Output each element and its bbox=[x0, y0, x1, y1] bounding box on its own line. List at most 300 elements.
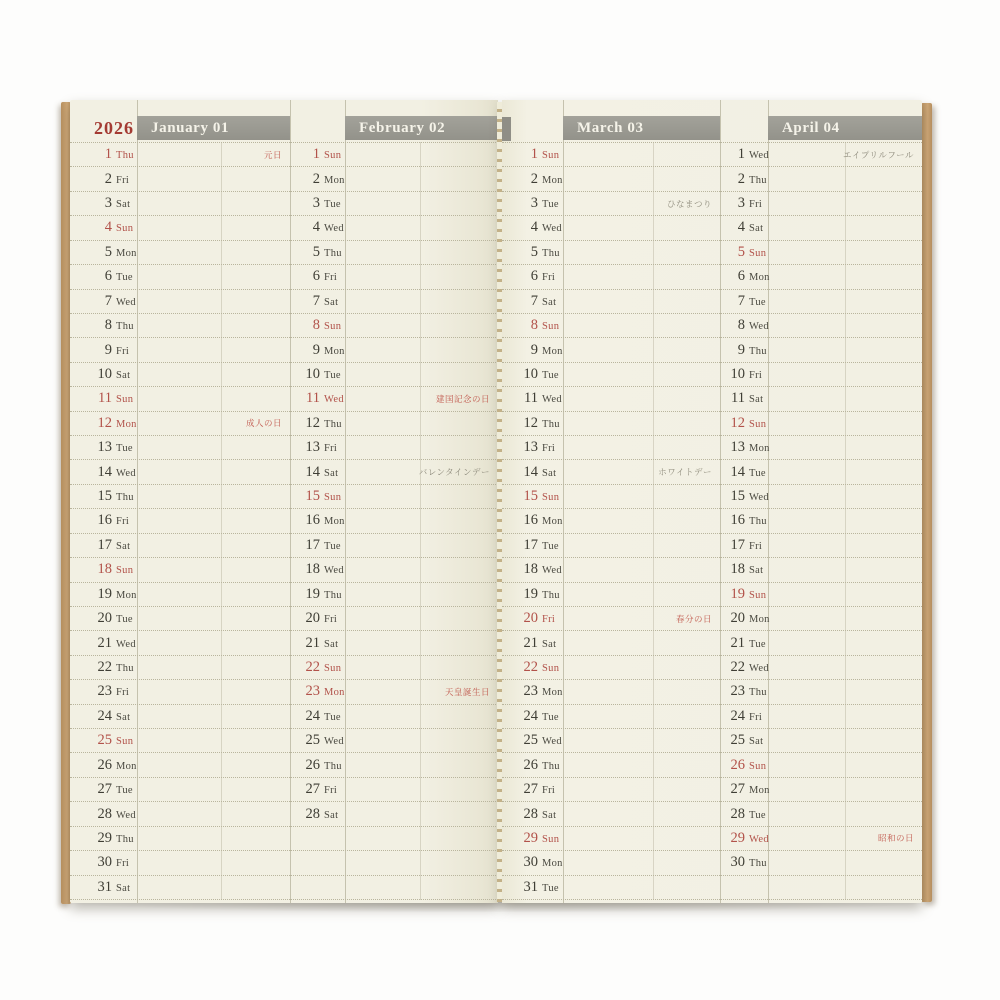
weekday-label: Fri bbox=[749, 369, 763, 381]
month-header-march bbox=[563, 116, 720, 140]
day-row bbox=[290, 412, 498, 436]
day-number: 28 bbox=[305, 805, 320, 822]
day-row bbox=[290, 436, 498, 460]
day-row bbox=[502, 827, 720, 851]
weekday-label: Sun bbox=[749, 418, 767, 430]
day-number: 4 bbox=[530, 219, 538, 236]
day-row bbox=[720, 729, 922, 753]
weekday-label: Mon bbox=[116, 760, 137, 772]
day-row bbox=[720, 387, 922, 411]
day-number: 20 bbox=[97, 610, 112, 627]
day-number: 25 bbox=[97, 732, 112, 749]
weekday-label: Mon bbox=[116, 247, 137, 259]
day-number: 17 bbox=[523, 536, 538, 553]
day-number: 1 bbox=[737, 146, 745, 163]
day-row bbox=[290, 485, 498, 509]
day-row bbox=[70, 167, 290, 191]
day-row bbox=[290, 705, 498, 729]
day-number: 10 bbox=[523, 365, 538, 382]
day-number: 8 bbox=[737, 317, 745, 334]
day-number: 11 bbox=[731, 390, 745, 407]
day-number: 10 bbox=[97, 365, 112, 382]
day-row bbox=[70, 460, 290, 484]
day-row bbox=[720, 583, 922, 607]
day-number: 3 bbox=[312, 195, 320, 212]
day-number: 13 bbox=[523, 439, 538, 456]
day-row bbox=[720, 802, 922, 826]
day-row bbox=[720, 338, 922, 362]
weekday-label: Fri bbox=[542, 785, 556, 797]
day-number: 9 bbox=[312, 341, 320, 358]
day-number: 29 bbox=[97, 829, 112, 846]
day-row bbox=[720, 876, 922, 900]
month-title: February 02 bbox=[359, 119, 446, 136]
day-row bbox=[290, 509, 498, 533]
day-row bbox=[720, 631, 922, 655]
day-row bbox=[502, 338, 720, 362]
weekday-label: Mon bbox=[116, 589, 137, 601]
day-number: 27 bbox=[523, 781, 538, 798]
day-row bbox=[502, 534, 720, 558]
month-header-april bbox=[768, 116, 922, 140]
day-row bbox=[502, 509, 720, 533]
day-number: 20 bbox=[305, 610, 320, 627]
day-number: 20 bbox=[730, 610, 745, 627]
day-rows-april bbox=[720, 142, 922, 900]
day-row bbox=[70, 680, 290, 704]
day-number: 13 bbox=[305, 439, 320, 456]
day-number: 3 bbox=[530, 195, 538, 212]
weekday-label: Sat bbox=[324, 296, 339, 308]
day-number: 3 bbox=[737, 195, 745, 212]
weekday-label: Tue bbox=[116, 443, 133, 455]
weekday-label: Wed bbox=[749, 150, 769, 162]
day-row bbox=[502, 314, 720, 338]
day-number: 28 bbox=[523, 805, 538, 822]
day-number: 16 bbox=[305, 512, 320, 529]
weekday-label: Mon bbox=[324, 174, 345, 186]
day-row bbox=[720, 290, 922, 314]
day-number: 18 bbox=[97, 561, 112, 578]
weekday-label: Wed bbox=[749, 663, 769, 674]
day-row bbox=[720, 363, 922, 387]
weekday-label: Sun bbox=[542, 150, 560, 162]
weekday-label: Sun bbox=[542, 492, 560, 504]
weekday-label: Tue bbox=[542, 882, 559, 894]
month-column-april bbox=[720, 100, 922, 903]
day-row bbox=[290, 143, 498, 167]
day-row bbox=[290, 729, 498, 753]
day-rows-january bbox=[70, 142, 290, 900]
day-number: 2 bbox=[312, 170, 320, 187]
day-number: 22 bbox=[97, 659, 112, 675]
day-row bbox=[502, 143, 720, 167]
day-row bbox=[70, 509, 290, 533]
weekday-label: Thu bbox=[324, 247, 342, 259]
day-number: 27 bbox=[305, 781, 320, 798]
weekday-label: Sat bbox=[324, 809, 339, 821]
day-number: 8 bbox=[530, 317, 538, 334]
day-row bbox=[502, 607, 720, 631]
day-row bbox=[290, 851, 498, 875]
day-row bbox=[502, 876, 720, 900]
day-number: 29 bbox=[730, 829, 745, 846]
day-row bbox=[720, 827, 922, 851]
day-row bbox=[720, 607, 922, 631]
weekday-label: Sat bbox=[116, 199, 131, 211]
day-row bbox=[720, 265, 922, 289]
day-number: 10 bbox=[730, 365, 745, 382]
day-number: 2 bbox=[737, 170, 745, 187]
day-number: 4 bbox=[737, 219, 745, 236]
day-row bbox=[502, 851, 720, 875]
weekday-label: Mon bbox=[749, 272, 770, 284]
day-number: 6 bbox=[104, 268, 112, 285]
month-column-march bbox=[502, 100, 720, 903]
holiday-label: 春分の日 bbox=[675, 613, 712, 624]
weekday-label: Sat bbox=[749, 394, 764, 406]
day-row bbox=[70, 387, 290, 411]
holiday-label: 天皇誕生日 bbox=[444, 686, 490, 697]
day-number: 1 bbox=[104, 146, 112, 163]
weekday-label: Fri bbox=[324, 614, 338, 626]
weekday-label: Tue bbox=[749, 467, 766, 479]
day-number: 17 bbox=[305, 536, 320, 553]
weekday-label: Tue bbox=[749, 638, 766, 650]
day-number: 6 bbox=[312, 268, 320, 285]
weekday-label: Sun bbox=[542, 321, 560, 333]
day-row bbox=[290, 314, 498, 338]
notes-area bbox=[559, 198, 720, 210]
day-number: 20 bbox=[523, 610, 538, 627]
weekday-label: Wed bbox=[116, 467, 136, 479]
weekday-label: Wed bbox=[542, 394, 562, 406]
weekday-label: Sat bbox=[542, 809, 557, 821]
day-number: 28 bbox=[97, 805, 112, 822]
day-number: 30 bbox=[523, 854, 538, 871]
month-title: January 01 bbox=[151, 119, 230, 136]
day-row bbox=[290, 827, 498, 851]
day-row bbox=[502, 680, 720, 704]
day-number: 23 bbox=[730, 683, 745, 700]
weekday-label: Thu bbox=[116, 663, 134, 674]
day-row bbox=[70, 363, 290, 387]
day-row bbox=[290, 167, 498, 191]
day-row bbox=[502, 387, 720, 411]
day-row bbox=[290, 583, 498, 607]
weekday-label: Sun bbox=[542, 663, 560, 674]
weekday-label: Thu bbox=[749, 174, 767, 186]
day-number: 12 bbox=[305, 414, 320, 431]
weekday-label: Mon bbox=[542, 687, 563, 699]
day-number: 4 bbox=[312, 219, 320, 236]
weekday-label: Wed bbox=[542, 565, 562, 577]
day-row bbox=[290, 656, 498, 680]
day-row bbox=[290, 802, 498, 826]
day-row bbox=[502, 485, 720, 509]
weekday-label: Thu bbox=[116, 492, 134, 504]
weekday-label: Wed bbox=[116, 809, 136, 821]
day-row bbox=[290, 265, 498, 289]
day-number: 2 bbox=[104, 170, 112, 187]
day-row bbox=[720, 436, 922, 460]
day-number: 15 bbox=[97, 488, 112, 505]
day-number: 18 bbox=[730, 561, 745, 578]
day-number: 24 bbox=[97, 707, 112, 724]
weekday-label: Thu bbox=[749, 687, 767, 699]
notes-area bbox=[345, 686, 498, 698]
weekday-label: Fri bbox=[749, 540, 763, 552]
day-number: 22 bbox=[523, 659, 538, 675]
day-number: 14 bbox=[523, 463, 538, 480]
weekday-label: Fri bbox=[324, 272, 338, 284]
day-number: 15 bbox=[730, 488, 745, 505]
day-row bbox=[70, 192, 290, 216]
holiday-label: 元日 bbox=[263, 149, 282, 160]
day-row bbox=[502, 167, 720, 191]
weekday-label: Thu bbox=[324, 760, 342, 772]
day-rows-march bbox=[502, 142, 720, 900]
weekday-label: Mon bbox=[324, 687, 345, 699]
weekday-label: Sun bbox=[116, 736, 134, 748]
holiday-label: 成人の日 bbox=[245, 418, 282, 429]
weekday-label: Tue bbox=[749, 296, 766, 308]
day-number: 3 bbox=[104, 195, 112, 212]
day-row bbox=[502, 558, 720, 582]
weekday-label: Thu bbox=[116, 321, 134, 333]
weekday-label: Thu bbox=[749, 858, 767, 870]
weekday-label: Tue bbox=[542, 711, 559, 723]
notes-area bbox=[769, 832, 922, 844]
day-number: 21 bbox=[523, 634, 538, 651]
weekday-label: Wed bbox=[542, 736, 562, 748]
weekday-label: Fri bbox=[324, 785, 338, 797]
day-row bbox=[290, 778, 498, 802]
weekday-label: Tue bbox=[542, 199, 559, 211]
day-row bbox=[290, 216, 498, 240]
weekday-label: Fri bbox=[542, 272, 556, 284]
day-row bbox=[290, 363, 498, 387]
day-row bbox=[70, 534, 290, 558]
day-number: 11 bbox=[98, 390, 112, 407]
day-row bbox=[720, 778, 922, 802]
weekday-label: Sun bbox=[324, 321, 342, 333]
month-header-february bbox=[345, 116, 498, 140]
day-number: 7 bbox=[530, 292, 538, 309]
day-row bbox=[502, 412, 720, 436]
day-row bbox=[290, 607, 498, 631]
year-label: 2026 bbox=[94, 117, 134, 138]
day-row bbox=[70, 314, 290, 338]
day-row bbox=[290, 241, 498, 265]
weekday-label: Fri bbox=[749, 711, 763, 723]
month-column-february bbox=[290, 100, 498, 903]
weekday-label: Sun bbox=[749, 247, 767, 259]
day-row bbox=[70, 338, 290, 362]
notes-area bbox=[769, 149, 922, 161]
day-number: 19 bbox=[523, 585, 538, 602]
weekday-label: Mon bbox=[749, 443, 770, 455]
month-header-january bbox=[137, 116, 290, 140]
day-row bbox=[290, 338, 498, 362]
day-number: 2 bbox=[530, 170, 538, 187]
month-title: April 04 bbox=[782, 119, 840, 136]
day-number: 30 bbox=[730, 854, 745, 871]
day-row bbox=[720, 680, 922, 704]
weekday-label: Sat bbox=[116, 369, 131, 381]
weekday-label: Mon bbox=[542, 345, 563, 357]
day-row bbox=[70, 558, 290, 582]
day-row bbox=[70, 827, 290, 851]
day-row bbox=[720, 851, 922, 875]
weekday-label: Fri bbox=[116, 687, 130, 699]
weekday-label: Thu bbox=[542, 418, 560, 430]
day-number: 6 bbox=[530, 268, 538, 285]
day-row bbox=[502, 705, 720, 729]
weekday-label: Sat bbox=[116, 540, 131, 552]
weekday-label: Tue bbox=[324, 711, 341, 723]
holiday-label: バレンタインデー bbox=[418, 467, 490, 478]
day-number: 17 bbox=[97, 536, 112, 553]
weekday-label: Wed bbox=[116, 638, 136, 650]
day-row bbox=[70, 436, 290, 460]
day-row bbox=[290, 558, 498, 582]
weekday-label: Wed bbox=[749, 321, 769, 333]
weekday-label: Sat bbox=[542, 467, 557, 479]
weekday-label: Tue bbox=[324, 199, 341, 211]
day-number: 26 bbox=[730, 756, 745, 773]
weekday-label: Tue bbox=[324, 369, 341, 381]
day-number: 25 bbox=[523, 732, 538, 749]
day-row bbox=[290, 192, 498, 216]
day-row bbox=[502, 265, 720, 289]
day-number: 11 bbox=[306, 390, 320, 407]
weekday-label: Thu bbox=[542, 589, 560, 601]
day-row bbox=[502, 290, 720, 314]
weekday-label: Wed bbox=[749, 833, 769, 845]
day-number: 22 bbox=[730, 659, 745, 675]
day-number: 13 bbox=[730, 439, 745, 456]
left-page bbox=[70, 100, 498, 903]
day-number: 1 bbox=[530, 146, 538, 163]
day-number: 21 bbox=[305, 634, 320, 651]
day-number: 31 bbox=[97, 878, 112, 895]
day-number: 23 bbox=[305, 683, 320, 700]
weekday-label: Thu bbox=[324, 418, 342, 430]
day-row bbox=[70, 802, 290, 826]
day-row bbox=[70, 265, 290, 289]
weekday-label: Thu bbox=[749, 345, 767, 357]
day-row bbox=[290, 290, 498, 314]
day-number: 12 bbox=[730, 414, 745, 431]
day-number: 28 bbox=[730, 805, 745, 822]
day-number: 29 bbox=[523, 829, 538, 846]
day-number: 19 bbox=[730, 585, 745, 602]
kraft-cover-edge-right bbox=[921, 103, 932, 902]
weekday-label: Thu bbox=[542, 247, 560, 259]
day-row bbox=[720, 241, 922, 265]
weekday-label: Wed bbox=[324, 223, 344, 235]
day-row bbox=[70, 241, 290, 265]
weekday-label: Thu bbox=[116, 833, 134, 845]
day-number: 24 bbox=[523, 707, 538, 724]
day-row bbox=[502, 241, 720, 265]
day-row bbox=[502, 778, 720, 802]
weekday-label: Tue bbox=[542, 540, 559, 552]
day-row bbox=[290, 387, 498, 411]
month-column-january bbox=[70, 100, 290, 903]
day-number: 9 bbox=[530, 341, 538, 358]
day-number: 14 bbox=[305, 463, 320, 480]
weekday-label: Sun bbox=[116, 394, 134, 406]
day-row bbox=[70, 485, 290, 509]
day-row bbox=[720, 314, 922, 338]
day-number: 7 bbox=[104, 292, 112, 309]
day-number: 21 bbox=[730, 634, 745, 651]
day-row bbox=[290, 753, 498, 777]
weekday-label: Mon bbox=[116, 418, 137, 430]
day-number: 9 bbox=[104, 341, 112, 358]
notes-area bbox=[137, 417, 290, 429]
day-row bbox=[70, 607, 290, 631]
day-number: 8 bbox=[312, 317, 320, 334]
day-row bbox=[290, 534, 498, 558]
weekday-label: Sun bbox=[542, 833, 560, 845]
day-row bbox=[70, 583, 290, 607]
right-page bbox=[502, 100, 922, 903]
weekday-label: Sat bbox=[116, 882, 131, 894]
weekday-label: Tue bbox=[116, 614, 133, 626]
weekday-label: Mon bbox=[542, 516, 563, 528]
day-number: 4 bbox=[104, 219, 112, 236]
day-row bbox=[70, 143, 290, 167]
day-number: 25 bbox=[730, 732, 745, 749]
day-number: 14 bbox=[97, 463, 112, 480]
day-row bbox=[720, 216, 922, 240]
month-title: March 03 bbox=[577, 119, 644, 136]
weekday-label: Mon bbox=[324, 345, 345, 357]
day-number: 17 bbox=[730, 536, 745, 553]
weekday-label: Mon bbox=[542, 858, 563, 870]
weekday-label: Fri bbox=[749, 199, 763, 211]
day-row bbox=[720, 534, 922, 558]
day-number: 23 bbox=[523, 683, 538, 700]
day-number: 18 bbox=[305, 561, 320, 578]
day-row bbox=[290, 631, 498, 655]
day-number: 5 bbox=[530, 243, 538, 260]
weekday-label: Thu bbox=[116, 150, 134, 162]
day-number: 16 bbox=[97, 512, 112, 529]
weekday-label: Sun bbox=[116, 223, 134, 235]
day-row bbox=[502, 460, 720, 484]
weekday-label: Wed bbox=[542, 223, 562, 235]
day-row bbox=[502, 802, 720, 826]
weekday-label: Mon bbox=[749, 785, 770, 797]
weekday-label: Wed bbox=[324, 565, 344, 577]
day-row bbox=[720, 143, 922, 167]
day-number: 7 bbox=[737, 292, 745, 309]
weekday-label: Sun bbox=[324, 492, 342, 504]
day-row bbox=[502, 631, 720, 655]
day-row bbox=[70, 753, 290, 777]
day-row bbox=[720, 656, 922, 680]
day-number: 16 bbox=[523, 512, 538, 529]
weekday-label: Sat bbox=[542, 638, 557, 650]
day-number: 10 bbox=[305, 365, 320, 382]
day-row bbox=[70, 656, 290, 680]
weekday-label: Mon bbox=[749, 614, 770, 626]
day-number: 6 bbox=[737, 268, 745, 285]
